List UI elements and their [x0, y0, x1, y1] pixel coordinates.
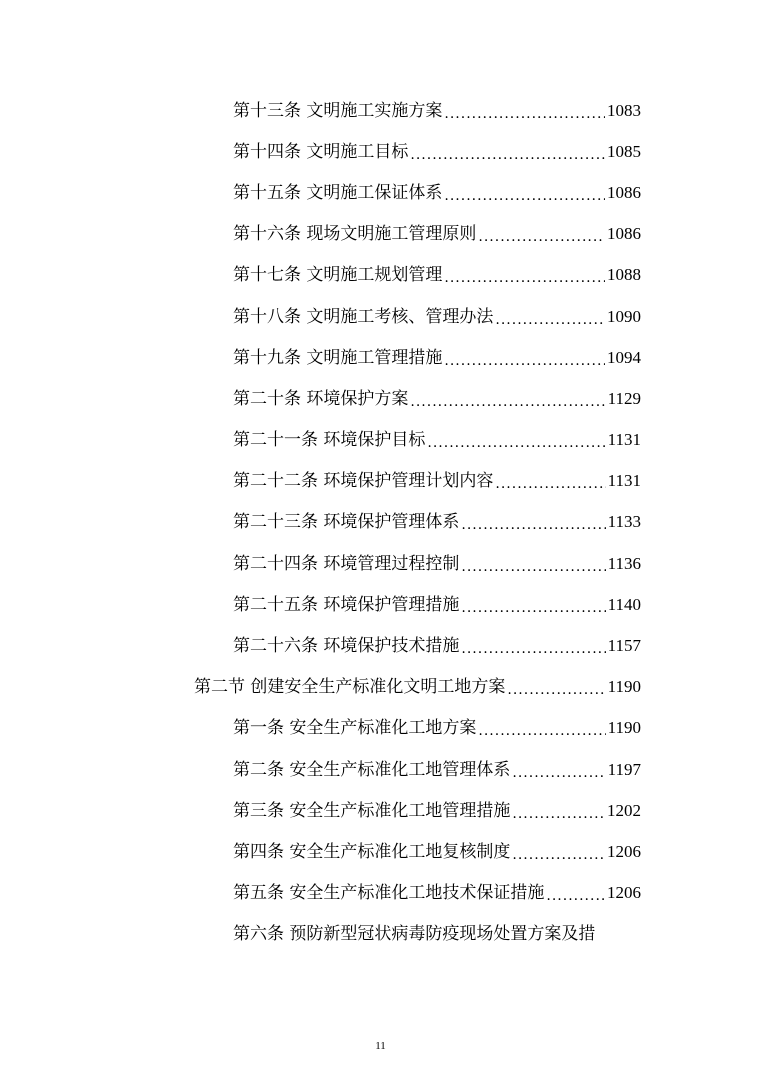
toc-entry-label: 第六条 预防新型冠状病毒防疫现场处置方案及措 — [233, 924, 596, 945]
toc-entry-page-number: 1090 — [607, 306, 641, 326]
toc-entry[interactable] — [0, 502, 761, 543]
toc-dot-leader — [461, 514, 605, 536]
toc-dot-leader — [444, 350, 605, 372]
toc-entry-label: 第十四条 文明施工目标 — [233, 141, 409, 162]
toc-dot-leader — [478, 720, 605, 742]
toc-dot-leader — [410, 144, 605, 166]
toc-entry-page-number: 1086 — [607, 182, 641, 202]
toc-dot-leader — [512, 762, 605, 784]
toc-entry-page-number: 1086 — [607, 224, 641, 244]
toc-entry[interactable] — [0, 337, 761, 378]
toc-entry-label: 第十九条 文明施工管理措施 — [233, 347, 443, 368]
toc-entry-label: 第二十条 环境保护方案 — [233, 388, 409, 409]
toc-entry[interactable] — [0, 90, 761, 131]
toc-entry[interactable] — [0, 873, 761, 914]
toc-dot-leader — [546, 885, 605, 907]
toc-entry[interactable] — [0, 131, 761, 172]
toc-entry-page-number: 1131 — [607, 471, 641, 491]
toc-entry-page-number: 1206 — [607, 883, 641, 903]
toc-entry-label: 第十八条 文明施工考核、管理办法 — [233, 306, 494, 327]
toc-entry-label: 第十七条 文明施工规划管理 — [233, 265, 443, 286]
toc-entry[interactable] — [0, 914, 761, 955]
toc-entry[interactable] — [0, 708, 761, 749]
toc-entry[interactable] — [0, 255, 761, 296]
toc-entry-page-number: 1133 — [607, 512, 641, 532]
toc-entry-page-number: 1129 — [607, 388, 641, 408]
toc-entry-page-number: 1206 — [607, 841, 641, 861]
toc-entry[interactable] — [0, 831, 761, 872]
toc-dot-leader — [512, 803, 605, 825]
toc-dot-leader — [461, 597, 605, 619]
toc-dot-leader — [507, 679, 605, 701]
toc-entry-label: 第二十六条 环境保护技术措施 — [233, 636, 460, 657]
toc-entry-label: 第二十五条 环境保护管理措施 — [233, 594, 460, 615]
toc-entry-label: 第二节 创建安全生产标准化文明工地方案 — [194, 677, 506, 698]
toc-entry-page-number: 1190 — [607, 718, 641, 738]
toc-entry-label: 第三条 安全生产标准化工地管理措施 — [233, 800, 511, 821]
toc-dot-leader — [478, 226, 605, 248]
toc-dot-leader — [410, 391, 605, 413]
toc-entry-label: 第四条 安全生产标准化工地复核制度 — [233, 841, 511, 862]
toc-entry[interactable] — [0, 749, 761, 790]
toc-entry-label: 第二十二条 环境保护管理计划内容 — [233, 471, 494, 492]
toc-entry-page-number: 1094 — [607, 347, 641, 367]
toc-entry-label: 第十六条 现场文明施工管理原则 — [233, 224, 477, 245]
toc-entry[interactable] — [0, 461, 761, 502]
toc-entry[interactable] — [0, 625, 761, 666]
toc-entry-label: 第五条 安全生产标准化工地技术保证措施 — [233, 883, 545, 904]
toc-entry[interactable] — [0, 420, 761, 461]
toc-dot-leader — [461, 556, 605, 578]
toc-entry-page-number: 1190 — [607, 677, 641, 697]
toc-dot-leader — [495, 309, 605, 331]
toc-entry-label: 第二十四条 环境管理过程控制 — [233, 553, 460, 574]
toc-entry[interactable] — [0, 172, 761, 213]
toc-entry-page-number: 1083 — [607, 100, 641, 120]
toc-entry-page-number: 1140 — [607, 594, 641, 614]
toc-entry[interactable] — [0, 378, 761, 419]
toc-dot-leader — [444, 185, 605, 207]
toc-entry-label: 第二条 安全生产标准化工地管理体系 — [233, 759, 511, 780]
toc-entry[interactable] — [0, 296, 761, 337]
toc-entry-page-number: 1197 — [607, 759, 641, 779]
toc-entry-label: 第十五条 文明施工保证体系 — [233, 182, 443, 203]
toc-dot-leader — [444, 103, 605, 125]
toc-entry-page-number: 1202 — [607, 800, 641, 820]
toc-entry[interactable] — [0, 584, 761, 625]
toc-entry-page-number: 1088 — [607, 265, 641, 285]
toc-entry-page-number: 1136 — [607, 553, 641, 573]
toc-dot-leader — [461, 638, 605, 660]
toc-dot-leader — [444, 267, 605, 289]
toc-entry-label: 第一条 安全生产标准化工地方案 — [233, 718, 477, 739]
toc-entry[interactable] — [0, 543, 761, 584]
toc-dot-leader — [427, 432, 605, 454]
toc-dot-leader — [512, 844, 605, 866]
toc-entry-page-number: 1131 — [607, 430, 641, 450]
table-of-contents — [0, 90, 761, 955]
page-number: 11 — [375, 1040, 386, 1052]
toc-dot-leader — [495, 473, 605, 495]
toc-entry[interactable] — [0, 214, 761, 255]
toc-entry-page-number: 1085 — [607, 141, 641, 161]
toc-entry-label: 第二十一条 环境保护目标 — [233, 430, 426, 451]
toc-entry-page-number: 1157 — [607, 636, 641, 656]
toc-entry-label: 第二十三条 环境保护管理体系 — [233, 512, 460, 533]
toc-section-entry[interactable] — [0, 667, 761, 708]
toc-entry-label: 第十三条 文明施工实施方案 — [233, 100, 443, 121]
toc-entry[interactable] — [0, 790, 761, 831]
